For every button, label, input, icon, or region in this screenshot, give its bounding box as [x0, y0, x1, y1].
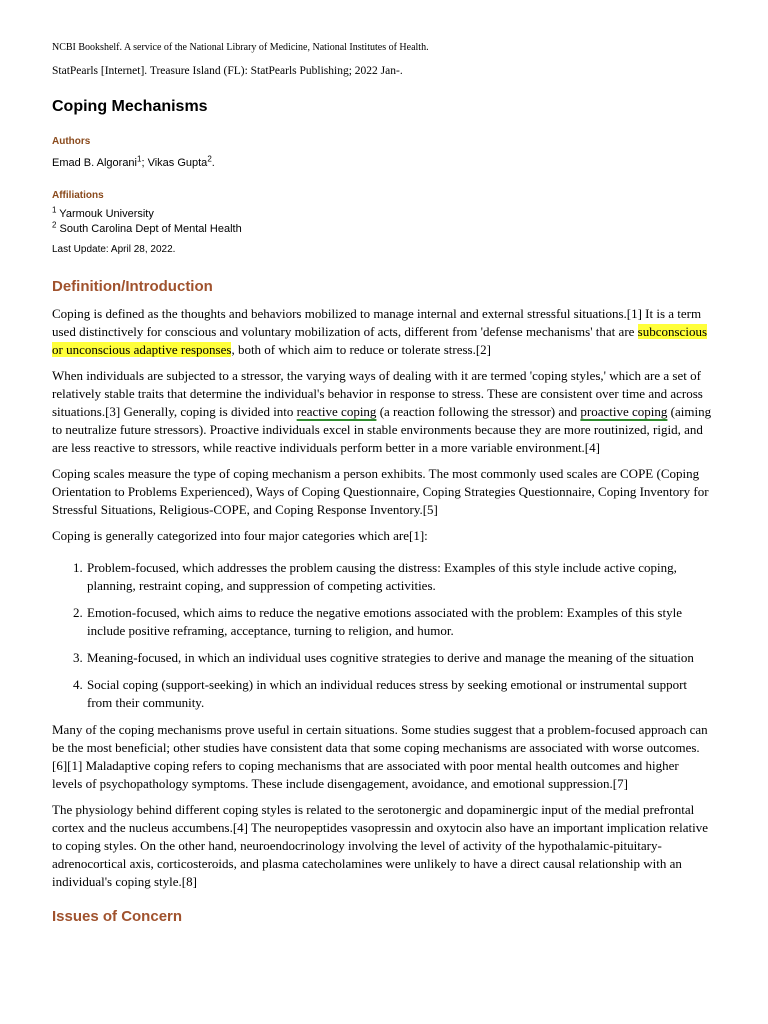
author-affiliation-ref: 1: [137, 154, 142, 164]
author-separator: ;: [141, 157, 148, 169]
paragraph-text: When individuals are subjected to a stressor, the varying ways of dealing with it are termed 'coping styles,' which are a set of relatively stable traits that determine the individual's behavior in response to stress. These are consistent over time and across situations.[3] Generally, coping is divided into: [52, 368, 703, 419]
section-heading-definition: Definition/Introduction: [52, 278, 213, 295]
page-title: Coping Mechanisms: [52, 98, 208, 115]
ncbi-header-line: NCBI Bookshelf. A service of the National Library of Medicine, National Institutes of Health.: [52, 42, 429, 53]
section-heading-issues-of-concern: Issues of Concern: [52, 908, 183, 925]
affiliation-item: [52, 207, 712, 222]
author-end: .: [211, 157, 215, 169]
affiliation-item: [52, 222, 712, 237]
list-item: 1. Problem-focused, which addresses the problem causing the distress: Examples of this style include active coping, planning, restraint coping, and suppression of competing activities.: [86, 559, 712, 595]
paragraph: Coping scales measure the type of coping mechanism a person exhibits. The most commonly used scales are COPE (Coping Orientation to Problems Experienced), Ways of Coping Questionnaire, Coping Strategies Questionnaire, Coping Inventory for Stressful Situations, Religious-COPE, and Coping Response Inventory.[5]: [52, 466, 709, 517]
author-affiliation-ref: 2: [207, 154, 212, 164]
paragraph-text: (aiming to neutralize future stressors). Proactive individuals excel in stable environments because they are more routinized, rigid, and are less reactive to stressors, while reactive individuals perform better in a more variable environment.[4]: [52, 404, 712, 455]
list-item: 2. Emotion-focused, which aims to reduce the negative emotions associated with the problem: Examples of this style include positive reframing, acceptance, turning to religion, and humor.: [86, 604, 712, 640]
affiliations-label: Affiliations: [52, 190, 104, 201]
authors-label: Authors: [52, 136, 91, 147]
authors-line: [52, 155, 712, 171]
paragraph: Many of the coping mechanisms prove useful in certain situations. Some studies suggest that a problem-focused approach can be the most beneficial; other studies have consistent data that some coping mechanisms are associated with worse outcomes.[6][1] Maladaptive coping refers to coping mechanisms that are associated with poor mental health outcomes and higher levels of psychopathology symptoms. These include disengagement, avoidance, and emotional suppression.[7]: [52, 722, 708, 791]
glossary-link-reactive-coping[interactable]: reactive coping: [296, 404, 377, 419]
paragraph-text: (a reaction following the stressor) and: [376, 404, 581, 419]
highlighted-text: subconscious or unconscious adaptive responses: [52, 324, 708, 357]
paragraph: [52, 367, 712, 457]
paragraph-text: , both of which aim to reduce or tolerate stress.[2]: [231, 342, 491, 357]
author-name[interactable]: Vikas Gupta: [147, 157, 208, 169]
paragraph: The physiology behind different coping styles is related to the serotonergic and dopaminergic input of the medial prefrontal cortex and the nucleus accumbens.[4] The neuropeptides vasopressin and oxytocin also have an important implication relative to coping styles. On the other hand, neuroendocrinology involving the level of activity of the hypothalamic-pituitary-adrenocortical axis, corticosteroids, and plasma catecholamines were unlikely to have a direct causal relationship with an individual's coping style.[8]: [52, 802, 709, 889]
author-name[interactable]: Emad B. Algorani: [52, 157, 137, 169]
paragraph: [52, 305, 712, 359]
list-item: 3. Meaning-focused, in which an individual uses cognitive strategies to derive and manage the meaning of the situation: [86, 649, 712, 667]
affiliation-number: 2: [52, 220, 57, 230]
list-item: 4. Social coping (support-seeking) in which an individual reduces stress by seeking emotional or instrumental support from their community.: [86, 676, 712, 712]
document-page: [52, 41, 712, 927]
affiliation-text: South Carolina Dept of Mental Health: [56, 223, 242, 235]
glossary-link-proactive-coping[interactable]: proactive coping: [580, 404, 668, 419]
affiliation-number: 1: [52, 205, 57, 215]
affiliation-text: Yarmouk University: [56, 208, 154, 220]
coping-categories-list: [52, 559, 712, 712]
paragraph-text: Coping is defined as the thoughts and behaviors mobilized to manage internal and external stressful situations.[1] It is a term used distinctively for conscious and voluntary mobilization of acts, different from 'defense mechanisms' that are: [52, 306, 702, 339]
last-update: Last Update: April 28, 2022.: [52, 244, 176, 255]
paragraph: Coping is generally categorized into four major categories which are[1]:: [52, 528, 428, 543]
citation-line: StatPearls [Internet]. Treasure Island (FL): StatPearls Publishing; 2022 Jan-.: [52, 65, 403, 77]
